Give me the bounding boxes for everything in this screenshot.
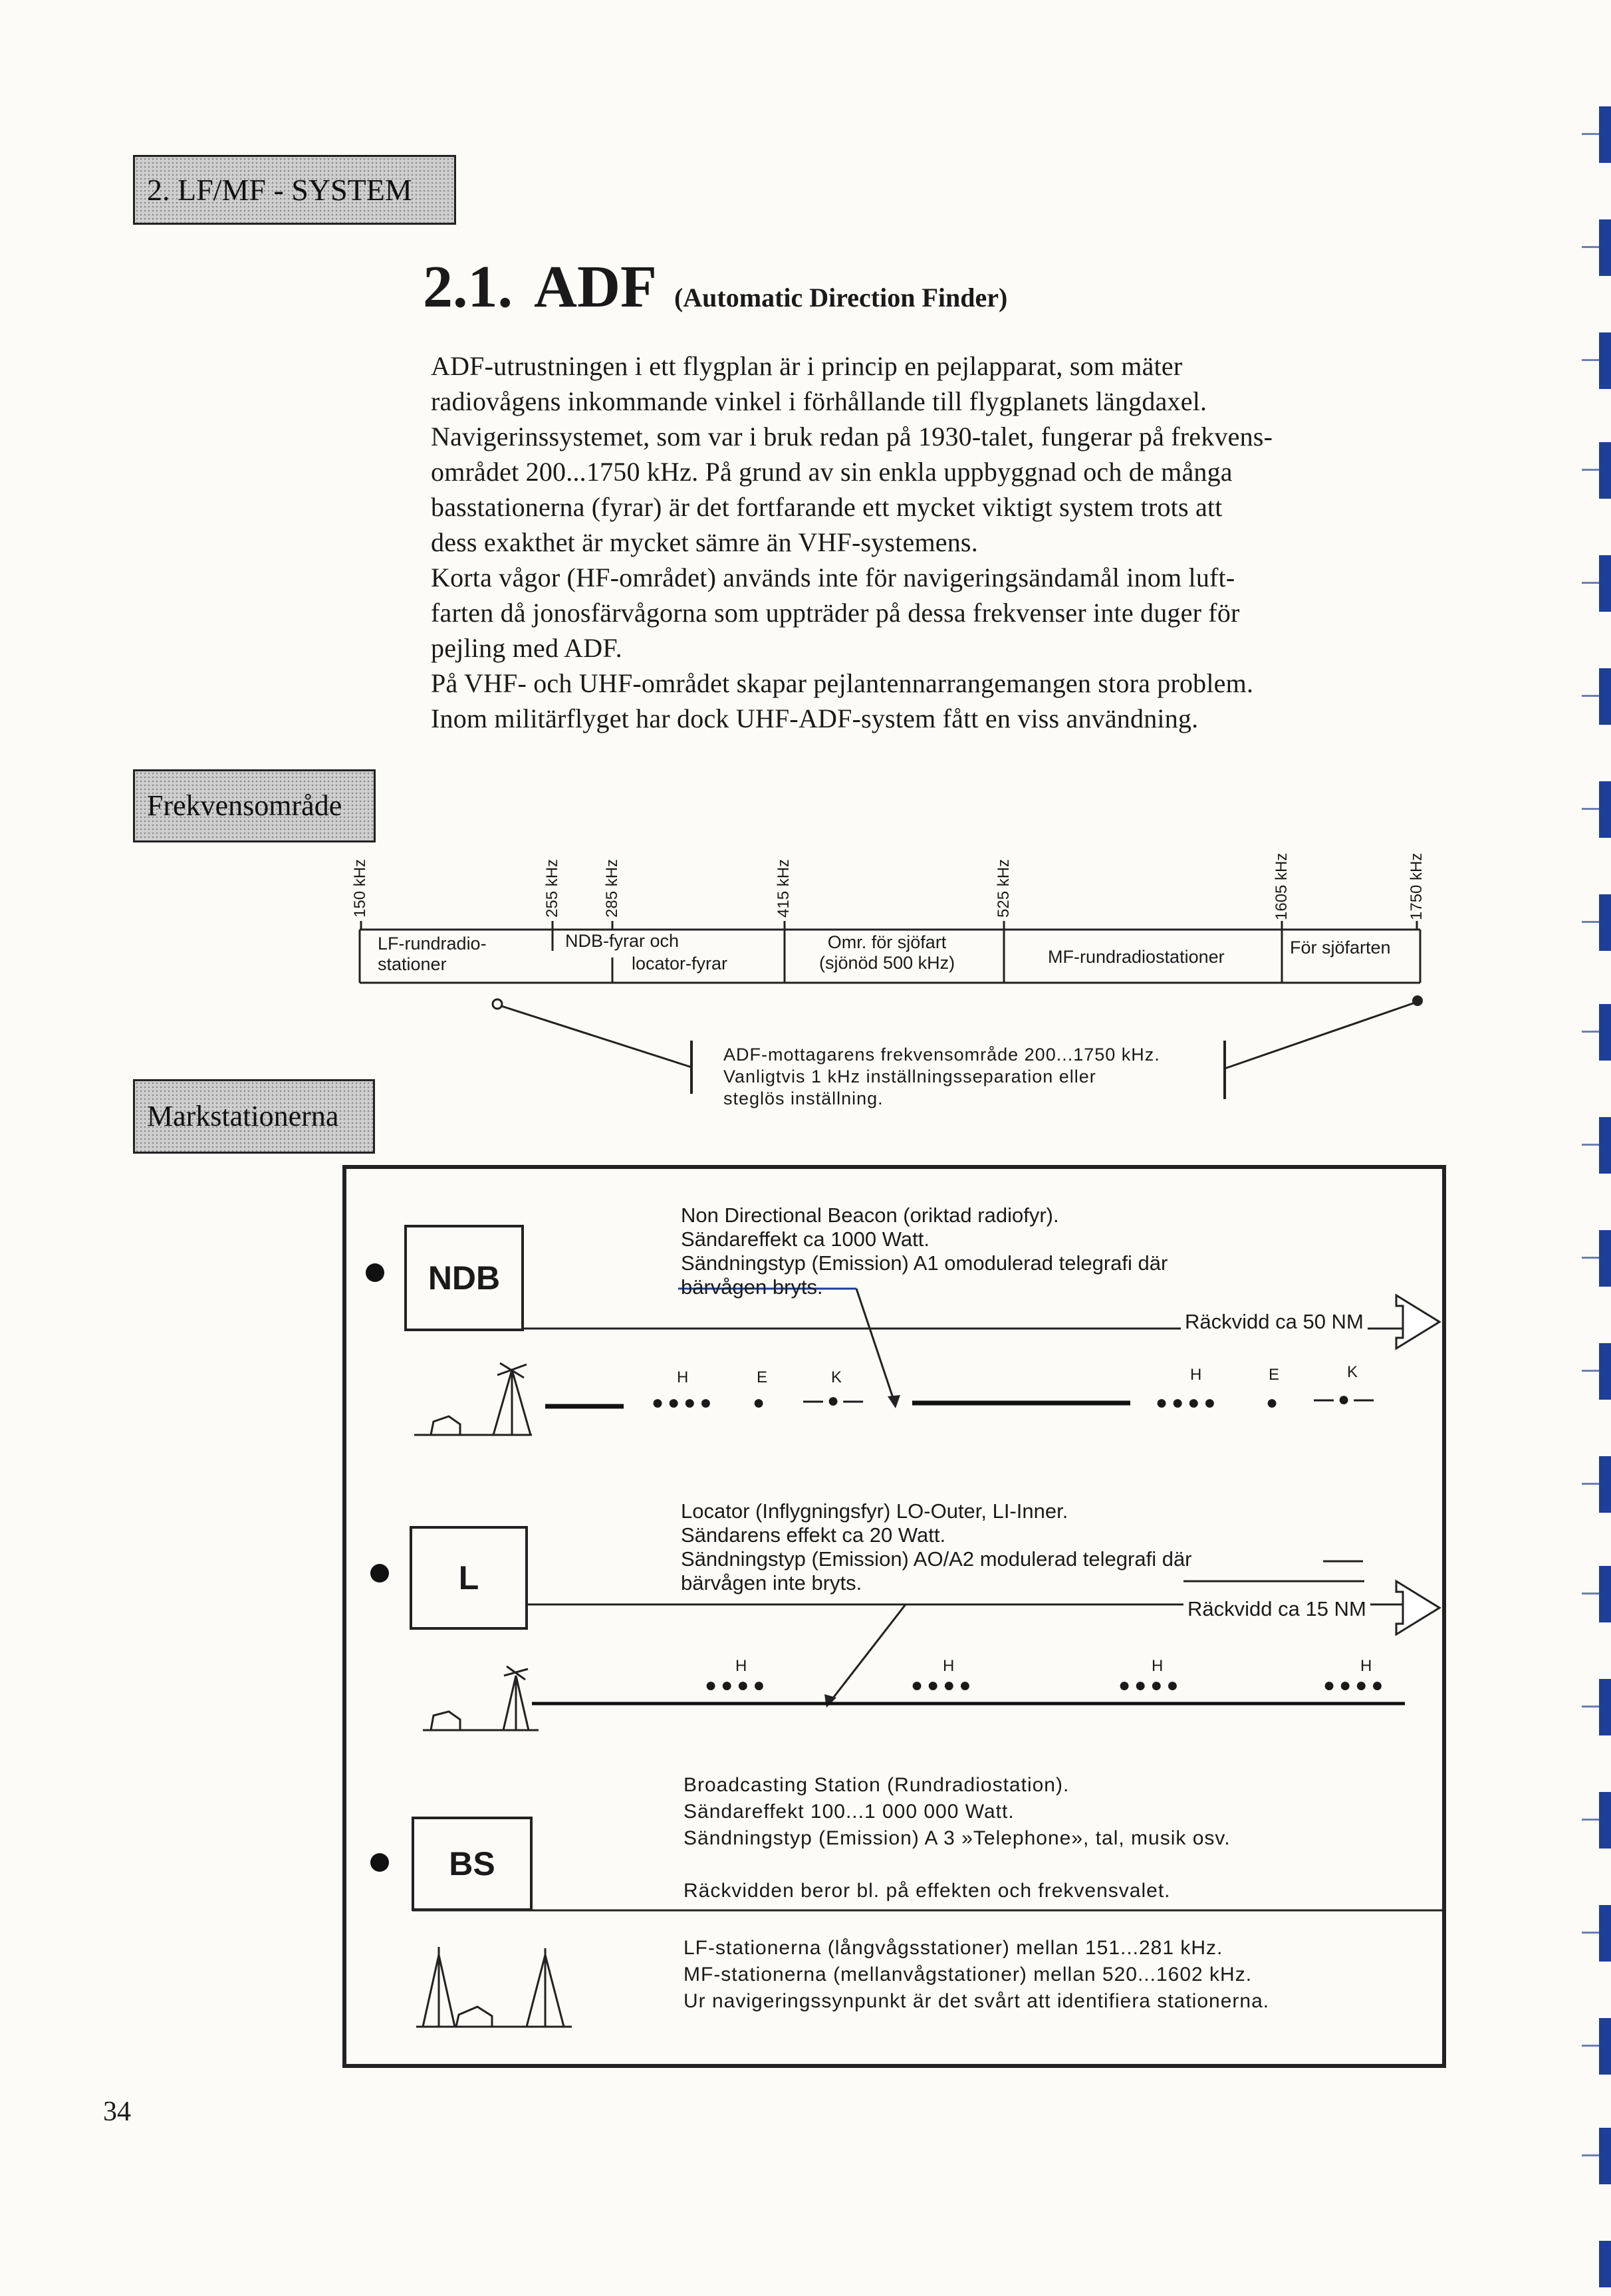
morse-code: ● <box>1266 1392 1283 1414</box>
section-label: 2. LF/MF - SYSTEM <box>133 155 456 225</box>
intro-line: pejling med ADF. <box>431 633 622 663</box>
locator-line: Sändningstyp (Emission) AO/A2 modulerad telegrafi där <box>681 1547 1192 1571</box>
bs-description <box>683 1772 1231 1852</box>
morse-code: ●●●● <box>1156 1392 1220 1414</box>
locator-line: Sändarens effekt ca 20 Watt. <box>681 1523 946 1547</box>
freq-label: 150 kHz <box>351 858 369 918</box>
heading-title: ADF <box>534 254 657 320</box>
locator-range: Räckvidd ca 15 NM <box>1183 1597 1370 1621</box>
band-ndb: NDB-fyrar och <box>565 931 680 951</box>
morse-letter: H <box>1152 1657 1164 1675</box>
locator-description <box>681 1499 1192 1595</box>
morse-letter: H <box>1360 1657 1372 1675</box>
page-number: 34 <box>103 2097 131 2127</box>
morse-code: ● <box>753 1392 769 1414</box>
bs-line: Sändningstyp (Emission) A 3 »Telephone», tal, musik osv. <box>683 1827 1231 1849</box>
adf-note-line: Vanligtvis 1 kHz inställningsseparation eller <box>723 1067 1096 1086</box>
morse-letter: H <box>735 1657 747 1675</box>
bs-line: Broadcasting Station (Rundradiostation). <box>683 1774 1070 1796</box>
adf-note-line: steglös inställning. <box>723 1088 884 1108</box>
band-maritime-line: Omr. för sjöfart <box>827 932 947 952</box>
bs-bullet <box>370 1853 389 1872</box>
morse-code: —●— <box>1314 1388 1378 1410</box>
morse-code: ●●●● <box>652 1392 716 1414</box>
ndb-line: Non Directional Beacon (oriktad radiofyr). <box>681 1204 1059 1227</box>
adf-note-line: ADF-mottagarens frekvensområde 200...1750 kHz. <box>723 1045 1160 1065</box>
ndb-bullet <box>366 1263 384 1282</box>
freq-label: 1750 kHz <box>1408 852 1425 920</box>
bs-box: BS <box>412 1817 533 1911</box>
band-locator: locator-fyrar <box>632 954 728 973</box>
band-shipping: För sjöfarten <box>1290 938 1391 957</box>
lf-mf-line: LF-stationerna (långvågsstationer) mellan 151...281 kHz. <box>683 1937 1223 1959</box>
intro-line: ADF-utrustningen i ett flygplan är i princip en pejlapparat, som mäter <box>431 351 1183 381</box>
intro-line: Navigerinssystemet, som var i bruk redan på 1930-talet, fungerar på frekvens- <box>431 422 1273 451</box>
intro-line: basstationerna (fyrar) är det fortfarande ett mycket viktigt system trots att <box>431 492 1223 522</box>
morse-letter: K <box>831 1368 842 1386</box>
lf-mf-line: MF-stationerna (mellanvågstationer) mellan 520...1602 kHz. <box>683 1964 1253 1985</box>
band-lf-line: LF-rundradio- <box>378 934 487 954</box>
intro-line: farten då jonosfärvågorna som uppträder på dessa frekvenser inte duger för <box>431 598 1240 628</box>
morse-code: ●●●● <box>911 1674 975 1696</box>
morse-code: —●— <box>803 1390 868 1412</box>
morse-letter: E <box>1269 1366 1280 1384</box>
intro-line: Inom militärflyget har dock UHF-ADF-system fått en viss användning. <box>431 703 1199 733</box>
intro-line: dess exakthet är mycket sämre än VHF-systemens. <box>431 527 978 557</box>
heading-subtitle: (Automatic Direction Finder) <box>674 283 1008 313</box>
ndb-line: bärvågen bryts. <box>681 1275 823 1299</box>
locator-bullet <box>370 1564 389 1583</box>
bs-range-note: Räckvidden beror bl. på effekten och frekvensvalet. <box>683 1880 1171 1902</box>
intro-line: Korta vågor (HF-området) används inte för navigeringsändamål inom luft- <box>431 563 1235 592</box>
ndb-range: Räckvidd ca 50 NM <box>1181 1310 1368 1334</box>
morse-code: ●●●● <box>1118 1674 1183 1696</box>
morse-letter: E <box>757 1368 768 1386</box>
ndb-line: Sändareffekt ca 1000 Watt. <box>681 1227 929 1251</box>
morse-code: ●●●● <box>1323 1674 1388 1696</box>
band-maritime-line: (sjönöd 500 kHz) <box>819 953 955 973</box>
locator-box: L <box>410 1526 528 1630</box>
morse-code: ●●●● <box>705 1674 769 1696</box>
freq-label: 415 kHz <box>775 858 793 918</box>
ndb-line: Sändningstyp (Emission) A1 omodulerad telegrafi där <box>681 1251 1168 1275</box>
band-mf: MF-rundradiostationer <box>1048 947 1225 967</box>
ndb-box: NDB <box>404 1225 524 1331</box>
intro-line: området 200...1750 kHz. På grund av sin enkla uppbyggnad och de många <box>431 457 1233 487</box>
lf-mf-stations <box>683 1935 1269 2015</box>
ndb-description <box>681 1204 1168 1299</box>
freq-label: 1605 kHz <box>1273 852 1291 920</box>
morse-letter: K <box>1347 1363 1358 1381</box>
bs-line: Sändareffekt 100...1 000 000 Watt. <box>683 1801 1015 1823</box>
heading-number: 2.1. <box>423 254 513 320</box>
morse-letter: H <box>677 1368 689 1386</box>
intro-line: På VHF- och UHF-området skapar pejlantennarrangemangen stora problem. <box>431 668 1254 698</box>
morse-letter: H <box>943 1657 955 1675</box>
lf-mf-line: Ur navigeringssynpunkt är det svårt att identifiera stationerna. <box>683 1990 1270 2012</box>
freq-label: 255 kHz <box>543 858 561 918</box>
markers-section-label: Markstationerna <box>133 1079 375 1154</box>
morse-letter: H <box>1190 1366 1202 1384</box>
locator-line: Locator (Inflygningsfyr) LO-Outer, LI-Inner. <box>681 1499 1068 1523</box>
locator-line: bärvågen inte bryts. <box>681 1571 862 1594</box>
band-lf-line: stationer <box>378 954 447 974</box>
intro-line: radiovågens inkommande vinkel i förhållande till flygplanets längdaxel. <box>431 386 1207 416</box>
freq-label: 285 kHz <box>603 858 621 918</box>
frequency-section-label: Frekvensområde <box>133 769 376 842</box>
freq-label: 525 kHz <box>995 858 1013 918</box>
